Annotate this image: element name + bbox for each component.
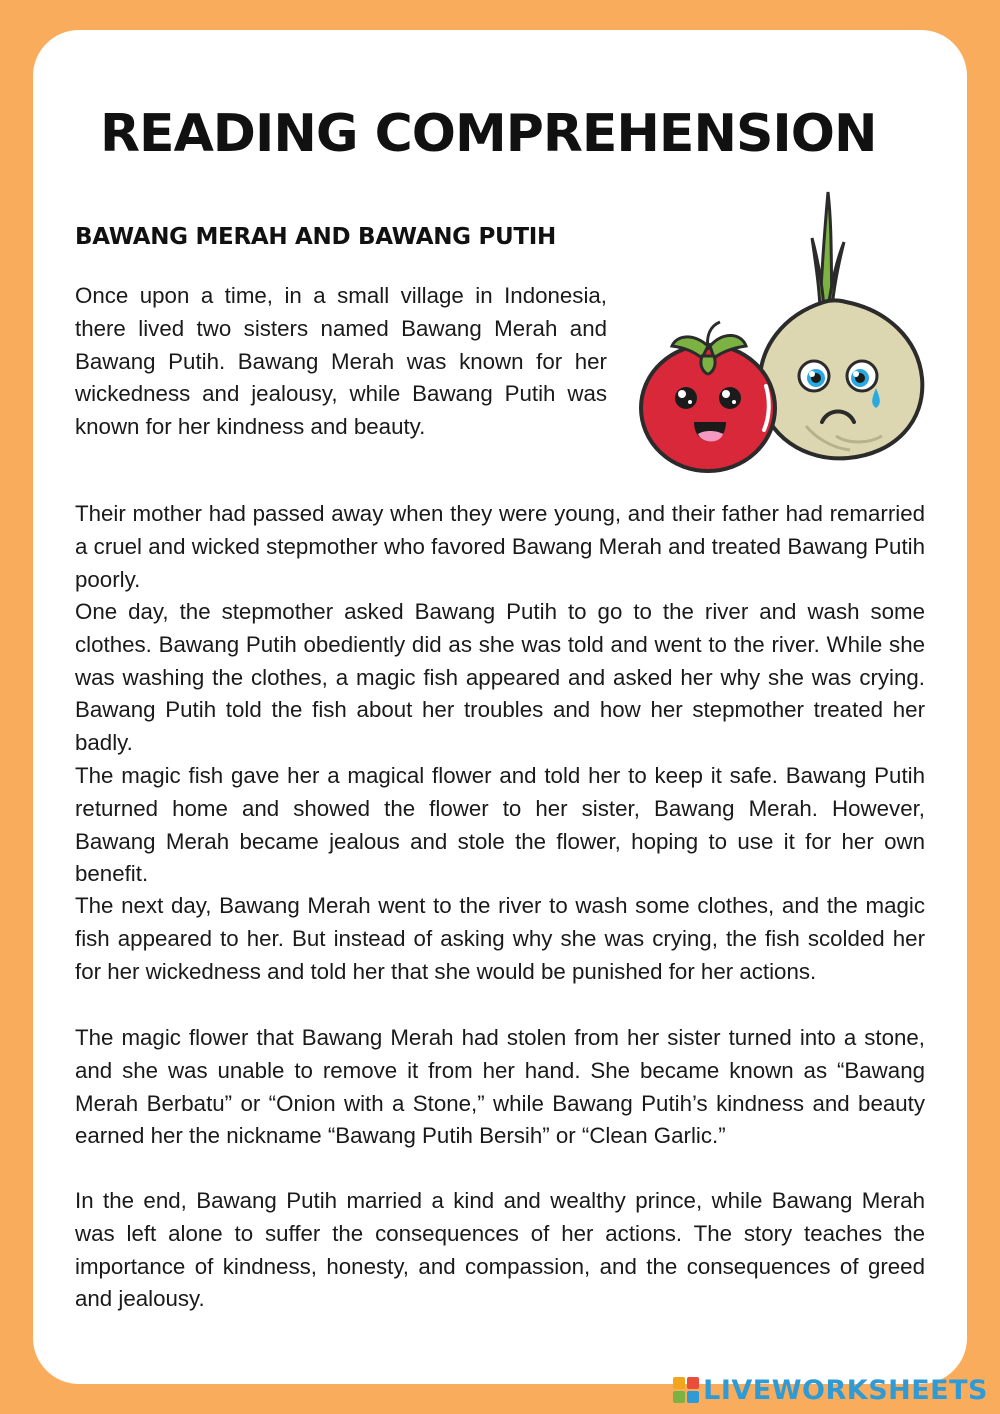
story-paragraph-6: The magic flower that Bawang Merah had stolen from her sister turned into a stone, and she was unable to remove it from her hand. She became known as “Bawang Merah Berbatu” or “Onion with a Stone,” while Bawang Putih’s kindness and beauty earned her the nickname “Bawang Putih Bersih” or “Clean Garlic.” [75, 1025, 925, 1149]
story-paragraph-5: The next day, Bawang Merah went to the river to wash some clothes, and the magic fish appeared to her. But instead of asking why she was crying, the fish scolded her for her wickedness and told her that she would be punished for her actions. [75, 893, 925, 984]
liveworksheets-logo-icon [673, 1377, 699, 1403]
story-paragraph-3: One day, the stepmother asked Bawang Putih to go to the river and wash some clothes. Bawang Putih obediently did as she was told and went to the river. While she was washing the clothes, a magic fish appeared and asked her why she was crying. Bawang Putih told the fish about her troubles and how her stepmother treated her badly. [75, 599, 925, 756]
story-paragraph-4: The magic fish gave her a magical flower and told her to keep it safe. Bawang Putih returned home and showed the flower to her sister, Bawang Merah. However, Bawang Merah became jealous and stole the flower, hoping to use it for her own benefit. [75, 763, 925, 887]
page-title: READING COMPREHENSION [100, 104, 877, 164]
story-paragraph-2: Their mother had passed away when they were young, and their father had remarried a cruel and wicked stepmother who favored Bawang Merah and treated Bawang Putih poorly. [75, 501, 925, 592]
tomato [641, 322, 775, 471]
story-paragraph-1: Once upon a time, in a small village in Indonesia, there lived two sisters named Bawang Merah and Bawang Putih. Bawang Merah was known for her wickedness and jealousy, while Bawang Putih was known for her kindness and beauty. [75, 283, 607, 440]
garlic-bulb [760, 301, 923, 459]
footer-brand-text: LIVEWORKSHEETS [703, 1374, 988, 1406]
story-paragraph-7: In the end, Bawang Putih married a kind and wealthy prince, while Bawang Merah was left alone to suffer the consequences of her actions. The story teaches the importance of kindness, honesty, and compassion, and the consequences of greed and jealousy. [75, 1188, 925, 1312]
story-title: BAWANG MERAH AND BAWANG PUTIH [75, 224, 556, 250]
footer-brand [673, 1370, 988, 1410]
crying-garlic-and-smiling-tomato-icon [636, 186, 928, 478]
garlic-sprout [812, 192, 844, 308]
